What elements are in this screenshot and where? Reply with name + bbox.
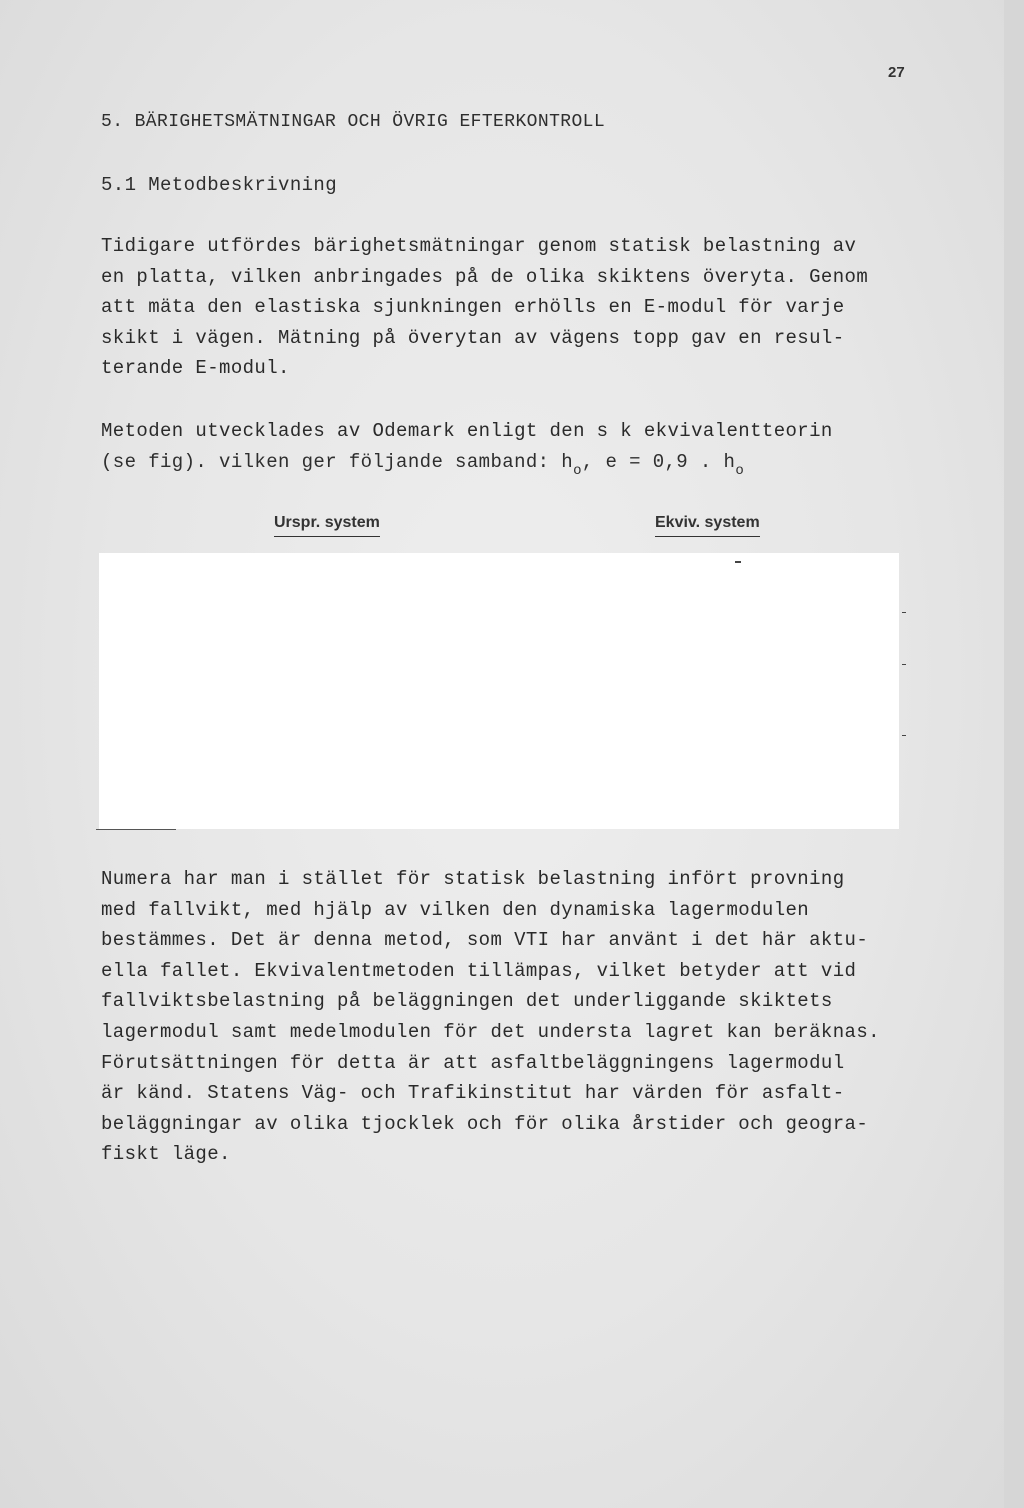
figure-mark (735, 561, 741, 563)
subscript: o (573, 463, 582, 479)
text-line: är känd. Statens Väg- och Trafikinstitut har värden för asfalt- (101, 1082, 845, 1105)
text-line: Förutsättningen för detta är att asfaltbeläggningens lagermodul (101, 1051, 845, 1074)
figure-mark (902, 664, 906, 665)
text-line: en platta, vilken anbringades på de olika skiktens överyta. Genom (101, 265, 869, 288)
text-line: beläggningar av olika tjocklek och för olika årstider och geogra- (101, 1112, 869, 1135)
page-number: 27 (888, 64, 905, 81)
formula-prefix: (se fig). vilken ger följande samband: h (101, 451, 574, 473)
text-line: Numera har man i stället för statisk belastning infört provning (101, 868, 845, 890)
text-line: lagermodul samt medelmodulen för det understa lagret kan beräknas. (101, 1020, 880, 1043)
text-line: att mäta den elastiska sjunkningen erhölls en E-modul för varje (101, 296, 845, 319)
section-heading: 5. BÄRIGHETSMÄTNINGAR OCH ÖVRIG EFTERKONTROLL (101, 112, 606, 132)
text-line: skikt i vägen. Mätning på överytan av vägens topp gav en resul- (101, 326, 845, 349)
formula-mid: , e = 0,9 . h (581, 451, 736, 473)
paragraph-falling-weight (101, 864, 880, 1170)
paragraph-odemark (101, 416, 833, 447)
figure-baseline-rule (96, 829, 176, 830)
figure-image-blank (99, 553, 899, 829)
text-line: terande E-modul. (101, 357, 290, 380)
subsection-heading: 5.1 Metodbeskrivning (101, 174, 338, 196)
text-line: fallviktsbelastning på beläggningen det underliggande skiktets (101, 990, 833, 1013)
paragraph-method-history (101, 231, 868, 384)
figure-label-original-system: Urspr. system (274, 514, 380, 537)
figure-mark (902, 612, 906, 613)
text-line: med fallvikt, med hjälp av vilken den dynamiska lagermodulen (101, 898, 810, 921)
figure-label-equivalent-system: Ekviv. system (655, 514, 760, 537)
figure-mark (902, 735, 906, 736)
text-line: Metoden utvecklades av Odemark enligt den s k ekvivalentteorin (101, 420, 833, 442)
text-line: fiskt läge. (101, 1143, 231, 1166)
text-line: bestämmes. Det är denna metod, som VTI har använt i det här aktu- (101, 929, 869, 952)
formula-line (101, 451, 745, 479)
text-line: ella fallet. Ekvivalentmetoden tillämpas, vilket betyder att vid (101, 959, 857, 982)
subscript: o (735, 463, 745, 479)
text-line: Tidigare utfördes bärighetsmätningar genom statisk belastning av (101, 235, 857, 257)
